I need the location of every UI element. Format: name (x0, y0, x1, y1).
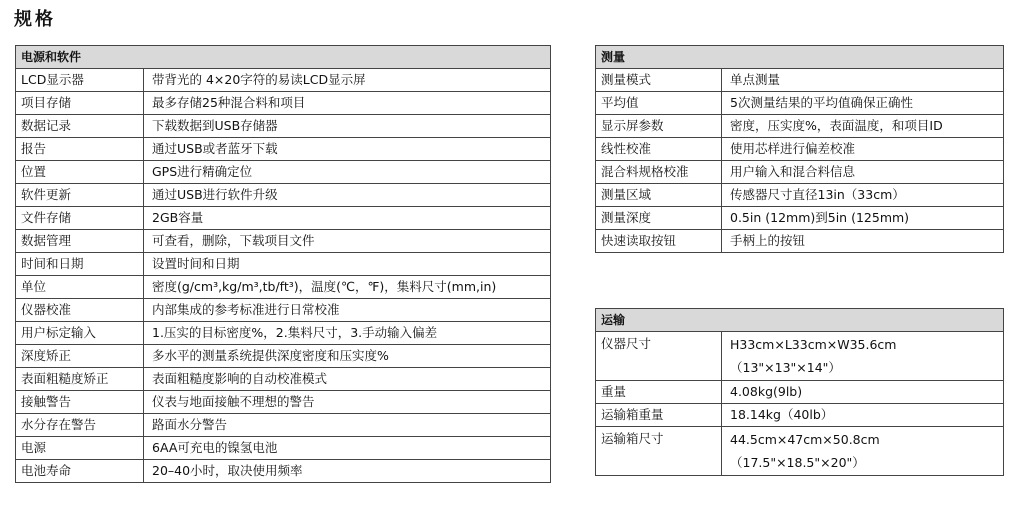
spec-value: 路面水分警告 (144, 414, 551, 437)
spec-value: 多水平的测量系统提供深度密度和压实度% (144, 345, 551, 368)
page-title: 规格 (14, 9, 56, 30)
spec-value: 设置时间和日期 (144, 253, 551, 276)
table-row (596, 69, 1004, 92)
table-row (596, 427, 1004, 476)
spec-value-line: （17.5"×18.5"×20"） (730, 455, 865, 470)
spec-label: 表面粗糙度矫正 (16, 368, 144, 391)
spec-value: 4.08kg(9lb) (722, 381, 1004, 404)
spec-label: 仪器校准 (16, 299, 144, 322)
table-row (596, 230, 1004, 253)
spec-label: 项目存储 (16, 92, 144, 115)
table-row (16, 368, 551, 391)
table-row (16, 115, 551, 138)
spec-value (722, 332, 1004, 381)
table-row (596, 115, 1004, 138)
table-row (16, 92, 551, 115)
spec-value: 18.14kg（40lb） (722, 404, 1004, 427)
spec-label: 重量 (596, 381, 722, 404)
table-row (16, 161, 551, 184)
spec-value: 20–40小时，取决使用频率 (144, 460, 551, 483)
table-row (596, 404, 1004, 427)
spec-label: 运输箱尺寸 (596, 427, 722, 476)
spec-label: 数据管理 (16, 230, 144, 253)
spec-value-line: H33cm×L33cm×W35.6cm (730, 337, 897, 352)
table-row (16, 138, 551, 161)
spec-label: 混合料规格校准 (596, 161, 722, 184)
spec-label: 仪器尺寸 (596, 332, 722, 381)
spec-value: GPS进行精确定位 (144, 161, 551, 184)
power-software-header: 电源和软件 (16, 46, 551, 69)
spec-value: 内部集成的参考标准进行日常校准 (144, 299, 551, 322)
table-row (596, 138, 1004, 161)
table-row (16, 322, 551, 345)
spec-label: 接触警告 (16, 391, 144, 414)
spec-value: 传感器尺寸直径13in（33cm） (722, 184, 1004, 207)
table-row (596, 381, 1004, 404)
spec-value (722, 427, 1004, 476)
spec-label: 测量深度 (596, 207, 722, 230)
table-row (596, 184, 1004, 207)
spec-label: 运输箱重量 (596, 404, 722, 427)
table-row (596, 92, 1004, 115)
spec-label: 电池寿命 (16, 460, 144, 483)
spec-label: 快速读取按钮 (596, 230, 722, 253)
spec-value: 5次测量结果的平均值确保正确性 (722, 92, 1004, 115)
table-row (596, 332, 1004, 381)
spec-value: 手柄上的按钮 (722, 230, 1004, 253)
table-row (16, 391, 551, 414)
spec-value: 通过USB或者蓝牙下载 (144, 138, 551, 161)
table-row (16, 345, 551, 368)
spec-label: 深度矫正 (16, 345, 144, 368)
table-row (596, 207, 1004, 230)
table-row (16, 184, 551, 207)
table-row (16, 207, 551, 230)
spec-label: 数据记录 (16, 115, 144, 138)
spec-value: 6AA可充电的镍氢电池 (144, 437, 551, 460)
power-software-table (15, 45, 551, 483)
spec-value: 下载数据到USB存储器 (144, 115, 551, 138)
spec-value: 使用芯样进行偏差校准 (722, 138, 1004, 161)
spec-label: 线性校准 (596, 138, 722, 161)
spec-label: 测量区域 (596, 184, 722, 207)
table-row (596, 161, 1004, 184)
table-row (16, 253, 551, 276)
table-row (16, 414, 551, 437)
shipping-header: 运输 (596, 309, 1004, 332)
spec-value: 最多存储25种混合料和项目 (144, 92, 551, 115)
spec-label: 显示屏参数 (596, 115, 722, 138)
spec-label: 测量模式 (596, 69, 722, 92)
spec-value: 密度(g/cm³,kg/m³,tb/ft³)，温度(℃，℉)，集料尺寸(mm,in) (144, 276, 551, 299)
spec-value: 仪表与地面接触不理想的警告 (144, 391, 551, 414)
spec-value: 表面粗糙度影响的自动校准模式 (144, 368, 551, 391)
table-row (16, 437, 551, 460)
spec-value: 密度，压实度%，表面温度，和项目ID (722, 115, 1004, 138)
spec-value-line: （13"×13"×14"） (730, 360, 841, 375)
spec-label: LCD显示器 (16, 69, 144, 92)
spec-value-line: 44.5cm×47cm×50.8cm (730, 432, 880, 447)
spec-label: 电源 (16, 437, 144, 460)
spec-value: 2GB容量 (144, 207, 551, 230)
measurement-header: 测量 (596, 46, 1004, 69)
spec-value: 0.5in (12mm)到5in (125mm) (722, 207, 1004, 230)
spec-value: 带背光的 4×20字符的易读LCD显示屏 (144, 69, 551, 92)
spec-value: 通过USB进行软件升级 (144, 184, 551, 207)
table-row (16, 230, 551, 253)
spec-label: 平均值 (596, 92, 722, 115)
measurement-table (595, 45, 1004, 253)
spec-value: 用户输入和混合料信息 (722, 161, 1004, 184)
table-row (16, 69, 551, 92)
spec-label: 文件存储 (16, 207, 144, 230)
spec-label: 用户标定输入 (16, 322, 144, 345)
spec-label: 报告 (16, 138, 144, 161)
spec-label: 位置 (16, 161, 144, 184)
table-row (16, 299, 551, 322)
spec-value: 1.压实的目标密度%，2.集料尺寸，3.手动输入偏差 (144, 322, 551, 345)
shipping-table (595, 308, 1004, 476)
spec-label: 水分存在警告 (16, 414, 144, 437)
spec-label: 时间和日期 (16, 253, 144, 276)
table-row (16, 460, 551, 483)
spec-label: 软件更新 (16, 184, 144, 207)
spec-value: 单点测量 (722, 69, 1004, 92)
spec-label: 单位 (16, 276, 144, 299)
spec-value: 可查看，删除，下载项目文件 (144, 230, 551, 253)
table-row (16, 276, 551, 299)
